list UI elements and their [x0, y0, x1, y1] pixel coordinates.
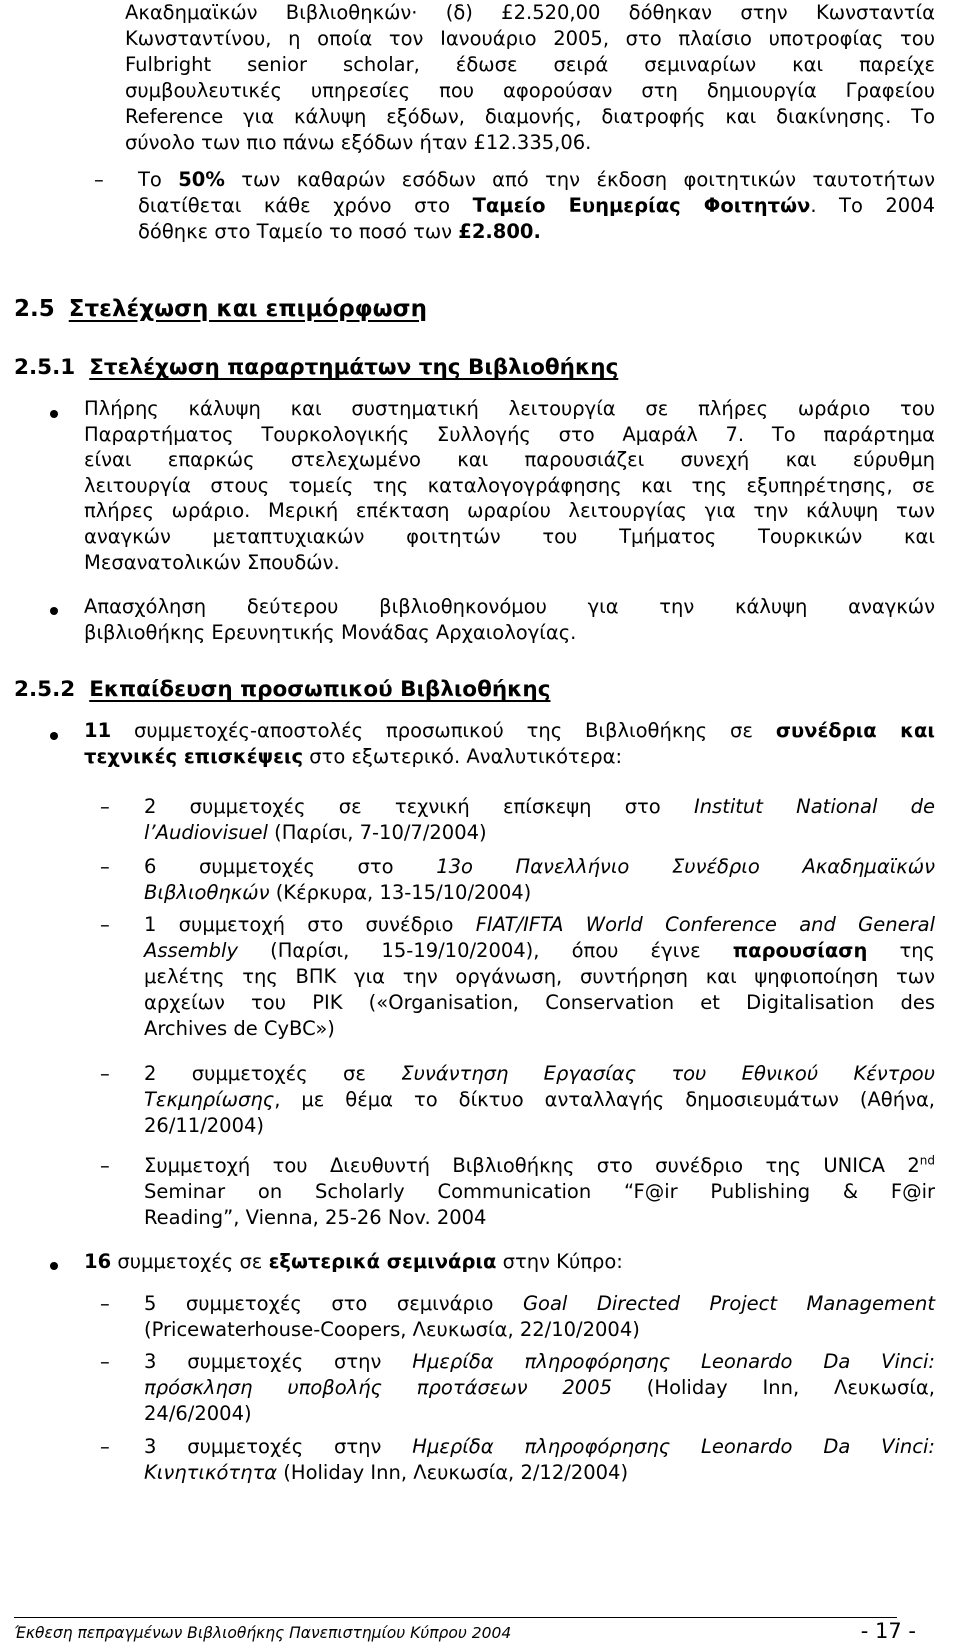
- section-title: Εκπαίδευση προσωπικού Βιβλιοθήκης: [89, 677, 551, 702]
- training-item-fiat-ifta: 1 συμμετοχή στο συνέδριο FIAT/IFTA World Conference and General Assembly (Παρίσι, 15-19/10/2004), όπου έγινε παρουσίαση της μελέτης της ΒΠΚ για την οργάνωση, συντήρηση και ψηφιοποίηση των αρχείων του ΡΙΚ («Organisation, Conservation et Digitalisation des Archives de CyBC»): [144, 913, 936, 1040]
- section-heading-2-5-1: [14, 354, 618, 382]
- participation-count: 16: [84, 1250, 112, 1273]
- training-item-leonardo-mobility: 3 συμμετοχές στην Ημερίδα πληροφόρησης Leonardo Da Vinci: Κινητικότητα (Holiday Inn, Λευκωσία, 2/12/2004): [144, 1435, 935, 1484]
- section-number: 2.5: [14, 296, 55, 322]
- intro-line-4: συμβουλευτικές υπηρεσίες που αφορούσαν στη δημιουργία Γραφείου: [125, 79, 935, 102]
- staffing-bullet-1: Πλήρης κάλυψη και συστηματική λειτουργία σε πλήρες ωράριο του Παραρτήματος Τουρκολογικής Συλλογής στο Αμαράλ 7. Το παράρτημα είναι επαρκώς στελεχωμένο και παρουσιάζει συνεχή και εύρυθμη λειτουργία στους τομείς της καταλογογράφησης και της εξυπηρέτησης, σε πλήρες ωράριο. Μερική επέκταση ωραρίου λειτουργίας για την κάλυψη των αναγκών μεταπτυχιακών φοιτητών του Τμήματος Τουρκικών και Μεσανατολικών Σπουδών.: [84, 397, 935, 574]
- training-bullet-2: 16 συμμετοχές σε εξωτερικά σεμινάρια στην Κύπρο:: [84, 1250, 623, 1273]
- dash-marker: –: [100, 855, 110, 878]
- section-number: 2.5.1: [14, 355, 76, 380]
- section-heading-2-5: [14, 295, 427, 323]
- training-item-panhellenic-conference: 6 συμμετοχές στο 13ο Πανελλήνιο Συνέδριο Ακαδημαϊκών Βιβλιοθηκών (Κέρκυρα, 13-15/10/2004): [144, 855, 935, 904]
- intro-paragraph: [125, 0, 935, 156]
- intro-line-6: σύνολο των πιο πάνω εξόδων ήταν £12.335,06.: [125, 131, 592, 154]
- fund-amount: £2.800.: [458, 220, 541, 243]
- footer-divider: [14, 1617, 897, 1618]
- training-item-ekt-workshop: 2 συμμετοχές σε Συνάντηση Εργασίας του Εθνικού Κέντρου Τεκμηρίωσης, με θέμα το δίκτυο ανταλλαγής δημοσιευμάτων (Αθήνα, 26/11/2004): [144, 1062, 936, 1137]
- participation-count: 11: [84, 719, 112, 742]
- dash-marker: –: [100, 913, 110, 936]
- intro-line-3: Fulbright senior scholar, έδωσε σειρά σεμιναρίων και παρείχε: [125, 53, 935, 76]
- dash-marker: –: [94, 168, 104, 191]
- dash-marker: –: [100, 1350, 110, 1373]
- bullet-marker: [50, 607, 58, 615]
- training-item-unica-seminar: Συμμετοχή του Διευθυντή Βιβλιοθήκης στο συνέδριο της UNICA 2nd Seminar on Scholarly Communication “F@ir Publishing & F@ir Reading”, Vienna, 25-26 Nov. 2004: [144, 1153, 935, 1229]
- dash-marker: –: [100, 1154, 110, 1177]
- bullet-marker: [50, 410, 58, 418]
- training-item-inst-audiovisuel: 2 συμμετοχές σε τεχνική επίσκεψη στο Institut National de l’Audiovisuel (Παρίσι, 7-10/7/2004): [144, 795, 935, 844]
- dash-marker: –: [100, 1062, 110, 1085]
- section-title: Στελέχωση και επιμόρφωση: [68, 296, 427, 322]
- student-fund-paragraph: Το 50% των καθαρών εσόδων από την έκδοση φοιτητικών ταυτοτήτων διατίθεται κάθε χρόνο στο Ταμείο Ευημερίας Φοιτητών. Το 2004 δόθηκε στο Ταμείο το ποσό των £2.800.: [138, 168, 935, 243]
- training-item-project-management: 5 συμμετοχές στο σεμινάριο Goal Directed Project Management (Pricewaterhouse-Coopers, Λευκωσία, 22/10/2004): [144, 1292, 935, 1341]
- section-number: 2.5.2: [14, 677, 76, 702]
- student-welfare-fund: Ταμείο Ευημερίας Φοιτητών: [472, 194, 811, 217]
- page-number: - 17 -: [860, 1619, 916, 1643]
- intro-line-1: Ακαδημαϊκών Βιβλιοθηκών· (δ) £2.520,00 δόθηκαν στην Κωνσταντία: [125, 1, 935, 24]
- training-item-leonardo-call: 3 συμμετοχές στην Ημερίδα πληροφόρησης Leonardo Da Vinci: πρόσκληση υποβολής προτάσεων 2005 (Holiday Inn, Λευκωσία, 24/6/2004): [144, 1350, 935, 1425]
- intro-line-5: Reference για κάλυψη εξόδων, διαμονής, διατροφής και διακίνησης. Το: [125, 105, 935, 128]
- dash-marker: –: [100, 1435, 110, 1458]
- footer-report-title: Έκθεση πεπραγμένων Βιβλιοθήκης Πανεπιστημίου Κύπρου 2004: [14, 1624, 512, 1642]
- section-heading-2-5-2: [14, 676, 550, 704]
- intro-line-2: Κωνσταντίνου, η οποία τον Ιανουάριο 2005, στο πλαίσιο υποτροφίας του: [125, 27, 935, 50]
- dash-marker: –: [100, 795, 110, 818]
- bullet-marker: [50, 732, 58, 740]
- bullet-marker: [50, 1262, 58, 1270]
- fifty-percent-value: 50%: [178, 168, 225, 191]
- dash-marker: –: [100, 1292, 110, 1315]
- staffing-bullet-2: Απασχόληση δεύτερου βιβλιοθηκονόμου για την κάλυψη αναγκών βιβλιοθήκης Ερευνητικής Μονάδας Αρχαιολογίας.: [84, 595, 935, 644]
- section-title: Στελέχωση παραρτημάτων της Βιβλιοθήκης: [89, 355, 619, 380]
- training-bullet-1: 11 συμμετοχές-αποστολές προσωπικού της Βιβλιοθήκης σε συνέδρια και τεχνικές επισκέψεις στο εξωτερικό. Αναλυτικότερα:: [84, 719, 935, 768]
